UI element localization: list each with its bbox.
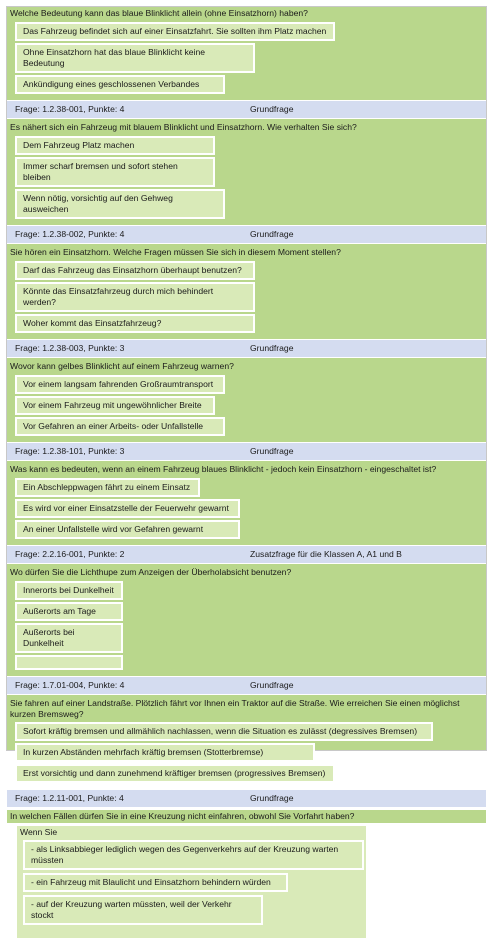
answer-option[interactable]: Vor einem Fahrzeug mit ungewöhnlicher Breite <box>15 396 215 415</box>
answer-option[interactable]: - auf der Kreuzung warten müssten, weil der Verkehr stockt <box>23 895 263 925</box>
question-meta <box>7 225 486 244</box>
question-text: Wo dürfen Sie die Lichthupe zum Anzeigen der Überholabsicht benutzen? <box>7 566 486 579</box>
question-block <box>7 810 486 940</box>
answer-option[interactable]: Könnte das Einsatzfahrzeug durch mich behindert werden? <box>15 282 255 312</box>
question-text: Sie hören ein Einsatzhorn. Welche Fragen müssen Sie sich in diesem Moment stellen? <box>7 246 486 259</box>
answer-option[interactable]: - als Linksabbieger lediglich wegen des Gegenverkehrs auf der Kreuzung warten müssten <box>23 840 364 870</box>
answer-option[interactable]: Immer scharf bremsen und sofort stehen bleiben <box>15 157 215 187</box>
question-meta <box>7 339 486 358</box>
answer-group <box>15 824 368 940</box>
answer-option[interactable]: An einer Unfallstelle wird vor Gefahren gewarnt <box>15 520 240 539</box>
question-reference: Frage: 2.2.16-001, Punkte: 2 <box>15 549 125 559</box>
question-meta <box>7 545 486 564</box>
question-sheet <box>6 6 487 920</box>
answer-option[interactable]: Ohne Einsatzhorn hat das blaue Blinklicht keine Bedeutung <box>15 43 255 73</box>
answer-option[interactable]: Darf das Fahrzeug das Einsatzhorn überhaupt benutzen? <box>15 261 255 280</box>
question-text: Was kann es bedeuten, wenn an einem Fahrzeug blaues Blinklicht - jedoch kein Einsatzhorn - eingeschaltet ist? <box>7 463 486 476</box>
question-block <box>7 246 486 358</box>
answer-option[interactable]: Außerorts bei Dunkelheit <box>15 623 123 653</box>
question-meta <box>7 789 486 808</box>
answer-option[interactable]: Dem Fahrzeug Platz machen <box>15 136 215 155</box>
question-block <box>7 121 486 244</box>
answer-option[interactable]: Erst vorsichtig und dann zunehmend kräftiger bremsen (progressives Bremsen) <box>15 764 335 783</box>
question-category: Grundfrage <box>250 793 294 803</box>
question-block <box>7 463 486 564</box>
question-reference: Frage: 1.7.01-004, Punkte: 4 <box>15 680 125 690</box>
question-text: In welchen Fällen dürfen Sie in eine Kreuzung nicht einfahren, obwohl Sie Vorfahrt haben? <box>7 810 486 823</box>
question-category: Grundfrage <box>250 446 294 456</box>
question-text: Es nähert sich ein Fahrzeug mit blauem Blinklicht und Einsatzhorn. Wie verhalten Sie sich? <box>7 121 486 134</box>
question-block <box>7 697 486 808</box>
answer-option[interactable]: - ein Fahrzeug mit Blaulicht und Einsatzhorn behindern würden <box>23 873 288 892</box>
question-reference: Frage: 1.2.38-002, Punkte: 4 <box>15 229 125 239</box>
question-category: Zusatzfrage für die Klassen A, A1 und B <box>250 549 402 559</box>
answer-option[interactable]: Es wird vor einer Einsatzstelle der Feuerwehr gewarnt <box>15 499 240 518</box>
answer-option[interactable]: Innerorts bei Dunkelheit <box>15 581 123 600</box>
question-meta <box>7 100 486 119</box>
question-text: Welche Bedeutung kann das blaue Blinklicht allein (ohne Einsatzhorn) haben? <box>7 7 486 20</box>
question-meta <box>7 442 486 461</box>
answer-option[interactable]: Wenn nötig, vorsichtig auf den Gehweg ausweichen <box>15 189 225 219</box>
question-reference: Frage: 1.2.38-003, Punkte: 3 <box>15 343 125 353</box>
question-block <box>7 360 486 461</box>
answer-option[interactable]: Woher kommt das Einsatzfahrzeug? <box>15 314 255 333</box>
answer-option[interactable]: Ein Abschleppwagen fährt zu einem Einsatz <box>15 478 200 497</box>
answer-option[interactable]: Ankündigung eines geschlossenen Verbandes <box>15 75 225 94</box>
question-reference: Frage: 1.2.38-001, Punkte: 4 <box>15 104 125 114</box>
question-category: Grundfrage <box>250 680 294 690</box>
answer-option[interactable]: Außerorts am Tage <box>15 602 123 621</box>
answer-option[interactable]: Das Fahrzeug befindet sich auf einer Einsatzfahrt. Sie sollten ihm Platz machen <box>15 22 335 41</box>
answer-option[interactable]: Sofort kräftig bremsen und allmählich nachlassen, wenn die Situation es zulässt (degressives Bremsen) <box>15 722 433 741</box>
answer-option[interactable]: Vor einem langsam fahrenden Großraumtransport <box>15 375 225 394</box>
question-category: Grundfrage <box>250 343 294 353</box>
question-category: Grundfrage <box>250 104 294 114</box>
question-reference: Frage: 1.2.11-001, Punkte: 4 <box>15 793 124 803</box>
question-text: Sie fahren auf einer Landstraße. Plötzlich fährt vor Ihnen ein Traktor auf die Straße. Wie erreichen Sie einen möglichst kurzen Bremsweg? <box>7 697 486 720</box>
question-block <box>7 7 486 119</box>
question-reference: Frage: 1.2.38-101, Punkte: 3 <box>15 446 125 456</box>
question-meta <box>7 676 486 695</box>
answer-option[interactable]: In kurzen Abständen mehrfach kräftig bremsen (Stotterbremse) <box>15 743 315 762</box>
question-category: Grundfrage <box>250 229 294 239</box>
question-block <box>7 566 486 695</box>
answer-option[interactable]: Vor Gefahren an einer Arbeits- oder Unfallstelle <box>15 417 225 436</box>
answer-option-empty[interactable] <box>15 655 123 670</box>
answer-lead: Wenn Sie <box>20 827 58 837</box>
question-text: Wovor kann gelbes Blinklicht auf einem Fahrzeug warnen? <box>7 360 486 373</box>
